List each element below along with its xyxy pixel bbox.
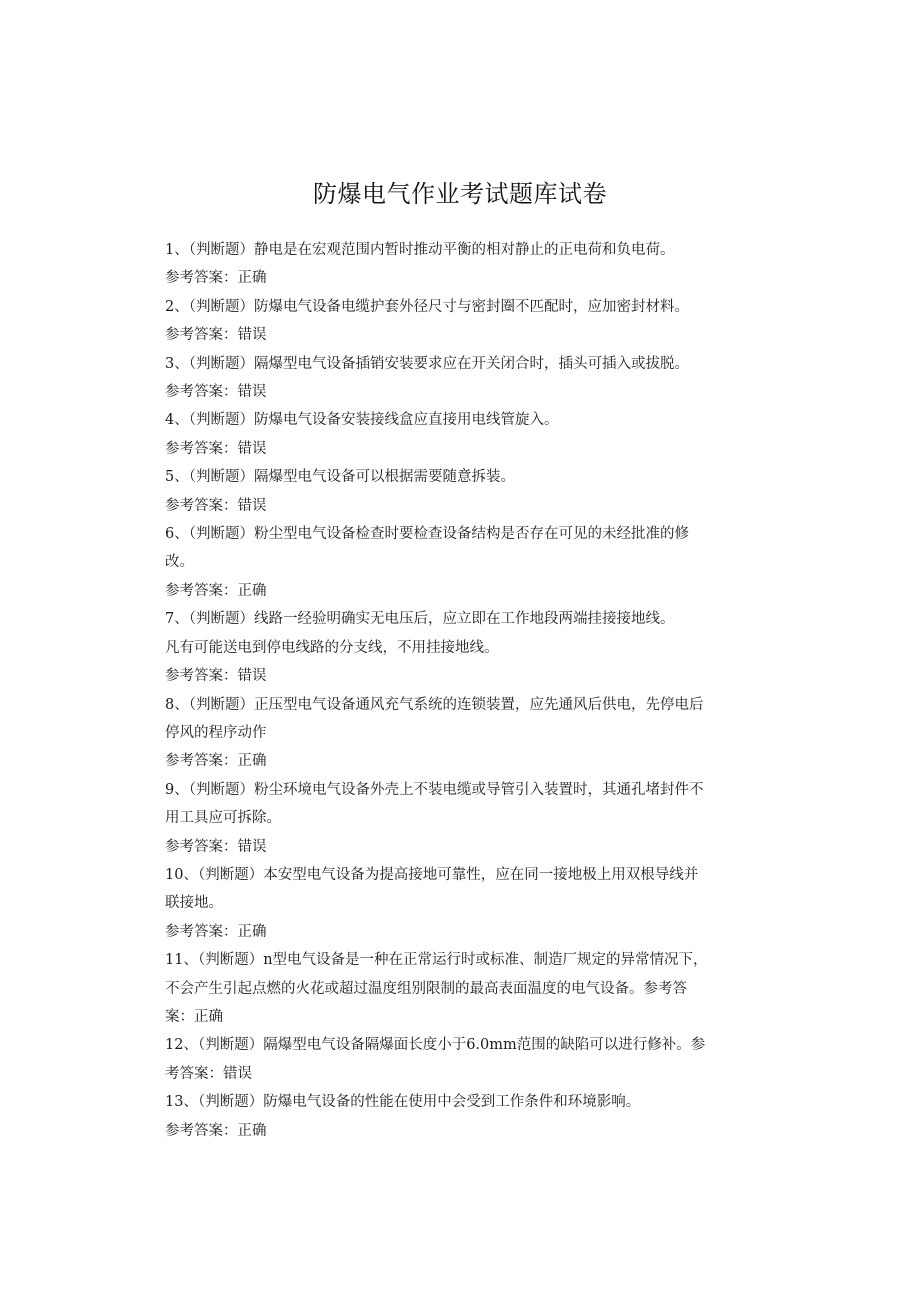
document-title: 防爆电气作业考试题库试卷 — [313, 180, 607, 208]
question-line: 用工具应可拆除。 — [165, 810, 281, 827]
question-line: 4、（判断题）防爆电气设备安装接线盒应直接用电线管旋入。 — [165, 412, 559, 429]
answer-line: 参考答案：错误 — [165, 668, 267, 685]
question-line: 3、（判断题）隔爆型电气设备插销安装要求应在开关闭合时，插头可插入或拔脱。 — [165, 355, 689, 372]
answer-line: 参考答案：错误 — [165, 327, 267, 344]
answer-line: 参考答案：错误 — [165, 384, 267, 401]
question-list — [165, 236, 750, 1145]
question-line: 8、（判断题）正压型电气设备通风充气系统的连锁装置，应先通风后供电，先停电后 — [165, 696, 704, 713]
question-line: 停风的程序动作 — [165, 724, 267, 741]
question-line: 考答案：错误 — [165, 1065, 252, 1082]
question-line: 12、（判断题）隔爆型电气设备隔爆面长度小于6.0mm范围的缺陷可以进行修补。参 — [165, 1037, 706, 1054]
question-line: 13、（判断题）防爆电气设备的性能在使用中会受到工作条件和环境影响。 — [165, 1094, 641, 1111]
question-line: 11、（判断题）n型电气设备是一种在正常运行时或标准、制造厂规定的异常情况下， — [165, 952, 708, 969]
question-line: 凡有可能送电到停电线路的分支线，不用挂接地线。 — [165, 639, 499, 656]
question-line: 6、（判断题）粉尘型电气设备检查时要检查设备结构是否存在可见的未经批准的修 — [165, 526, 689, 543]
question-line: 改。 — [165, 554, 194, 571]
answer-line: 参考答案：正确 — [165, 1122, 267, 1139]
answer-line: 参考答案：错误 — [165, 838, 267, 855]
answer-line: 参考答案：正确 — [165, 753, 267, 770]
answer-line: 参考答案：正确 — [165, 270, 267, 287]
question-line: 案：正确 — [165, 1008, 223, 1025]
question-line: 2、（判断题）防爆电气设备电缆护套外径尺寸与密封圈不匹配时，应加密封材料。 — [165, 298, 689, 315]
question-line: 9、（判断题）粉尘环境电气设备外壳上不装电缆或导管引入装置时，其通孔堵封件不 — [165, 781, 704, 798]
question-line: 5、（判断题）隔爆型电气设备可以根据需要随意拆装。 — [165, 469, 515, 486]
answer-line: 参考答案：正确 — [165, 923, 267, 940]
question-line: 7、（判断题）线路一经验明确实无电压后，应立即在工作地段两端挂接接地线。 — [165, 611, 675, 628]
question-line: 1、（判断题）静电是在宏观范围内暂时推动平衡的相对静止的正电荷和负电荷。 — [165, 242, 675, 258]
answer-line: 参考答案：正确 — [165, 582, 267, 599]
answer-line: 参考答案：错误 — [165, 497, 267, 514]
question-line: 不会产生引起点燃的火花或超过温度组别限制的最高表面温度的电气设备。参考答 — [165, 980, 687, 997]
answer-line: 参考答案：错误 — [165, 440, 267, 457]
question-line: 联接地。 — [165, 895, 223, 912]
question-line: 10、（判断题）本安型电气设备为提高接地可靠性，应在同一接地极上用双根导线并 — [165, 866, 699, 883]
